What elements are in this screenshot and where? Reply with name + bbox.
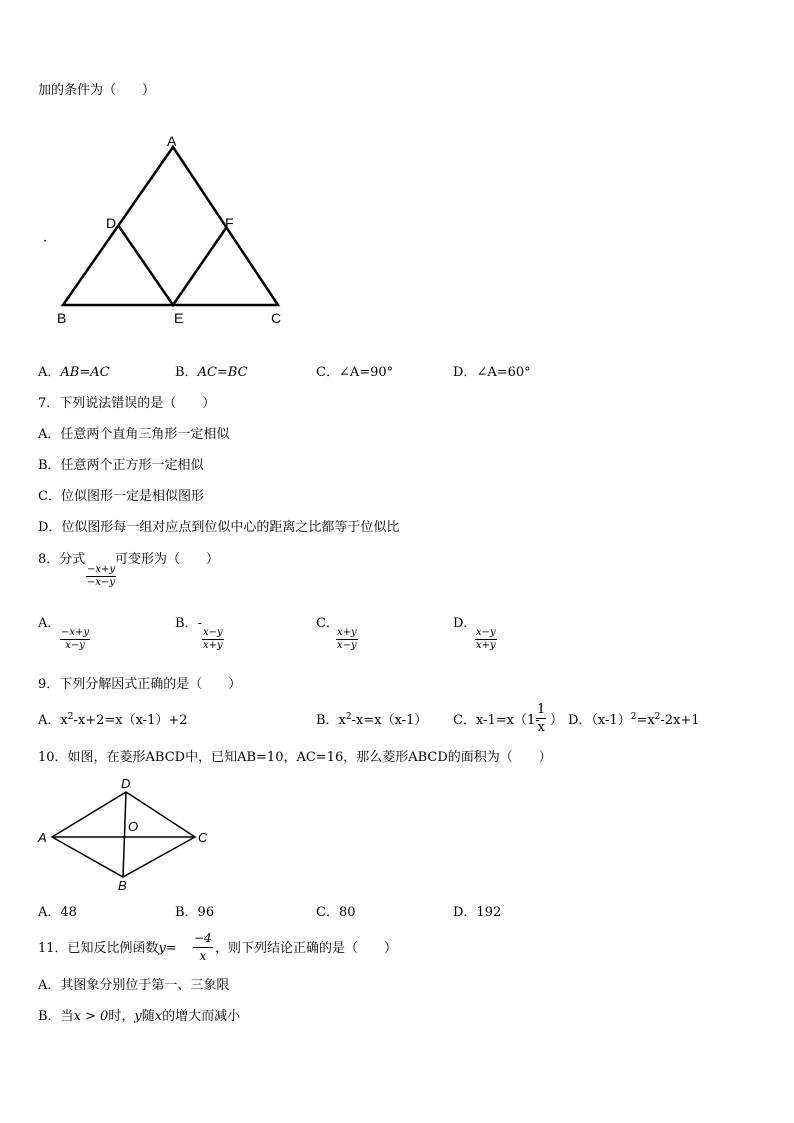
label-b2: B	[118, 878, 127, 893]
q9-option-c-fraction: $\frac{1}{x}$	[537, 702, 546, 735]
q9-option-c-close: ）	[550, 713, 564, 728]
dot-mark: ·	[43, 234, 48, 249]
q8-option-d-fraction: $\frac{x-y}{x+y}$	[476, 627, 496, 651]
triangle-abc	[63, 147, 278, 305]
label-a2: A	[38, 830, 47, 845]
label-o: O	[128, 819, 139, 834]
q8-stem-prefix: 8．分式	[38, 552, 86, 567]
parallelogram-lines	[118, 225, 226, 305]
q9-stem: 9．下列分解因式正确的是（ ）	[38, 677, 242, 692]
label-d: D	[106, 215, 117, 231]
q6-option-b[interactable]: B．AC=BC	[175, 365, 248, 380]
intro-line: 加的条件为（ ）	[38, 83, 156, 98]
q8-option-a-letter[interactable]: A．	[38, 616, 61, 631]
q11-option-b[interactable]: B．当x > 0时，y随x的增大而减小	[38, 1009, 241, 1024]
label-b: B	[57, 310, 67, 326]
triangle-figure	[30, 130, 300, 330]
q6-option-a[interactable]: A．AB=AC	[38, 365, 110, 380]
q7-option-a[interactable]: A．任意两个直角三角形一定相似	[38, 427, 230, 442]
q8-option-c-fraction: $\frac{x+y}{x-y}$	[337, 627, 357, 651]
q10-option-a[interactable]: A．48	[38, 905, 77, 920]
label-f: F	[225, 215, 234, 231]
q9-option-c[interactable]: C．x-1=x（1-	[453, 713, 540, 728]
q8-option-a-fraction: $\frac{-x+y}{x-y}$	[61, 627, 90, 651]
q9-option-b[interactable]: B．$x^2-x=x(x-1)$	[316, 712, 428, 728]
q6-option-c[interactable]: C．∠A=90°	[316, 365, 394, 380]
rhombus-figure	[30, 775, 230, 895]
q7-stem: 7．下列说法错误的是（ ）	[38, 396, 216, 411]
q8-option-c-letter[interactable]: C．	[316, 616, 339, 631]
label-e: E	[174, 310, 184, 326]
q11-option-a[interactable]: A．其图象分别位于第一、三象限	[38, 978, 230, 993]
q10-stem: 10．如图，在菱形ABCD中，已知AB=10，AC=16，那么菱形ABCD的面积为（ ）	[38, 750, 552, 765]
q11-stem-prefix: 11．已知反比例函数y=	[38, 941, 177, 956]
q9-option-a[interactable]: A．$x^2-x+2=x(x-1)+2$	[38, 712, 188, 728]
q10-option-d[interactable]: D．192	[453, 905, 502, 920]
q6-option-d[interactable]: D．∠A=60°	[453, 365, 531, 380]
q8-option-b-letter[interactable]: B．-	[175, 616, 202, 631]
label-c: C	[271, 310, 282, 326]
q7-option-c[interactable]: C．位似图形一定是相似图形	[38, 489, 204, 504]
q8-stem-suffix: 可变形为（ ）	[115, 552, 220, 567]
q11-function-fraction: $\frac{-4}{x}$	[194, 931, 212, 963]
diagonal-bd	[123, 792, 126, 877]
q11-stem-suffix: ，则下列结论正确的是（ ）	[215, 941, 398, 956]
q8-stem-fraction: $\frac{-x+y}{-x-y}$	[87, 564, 116, 588]
q9-option-d[interactable]: D．$(x-1)^2=x^2-2x+1$	[568, 712, 700, 728]
q8-option-b-fraction: $\frac{x-y}{x+y}$	[203, 627, 223, 651]
label-a: A	[167, 133, 177, 149]
q8-option-d-letter[interactable]: D．	[453, 616, 477, 631]
label-d2: D	[121, 776, 131, 791]
q10-option-c[interactable]: C．80	[316, 905, 356, 920]
q7-option-b[interactable]: B．任意两个正方形一定相似	[38, 458, 204, 473]
q7-option-d[interactable]: D．位似图形每一组对应点到位似中心的距离之比都等于位似比	[38, 520, 400, 535]
label-c2: C	[198, 830, 208, 845]
q10-option-b[interactable]: B．96	[175, 905, 215, 920]
